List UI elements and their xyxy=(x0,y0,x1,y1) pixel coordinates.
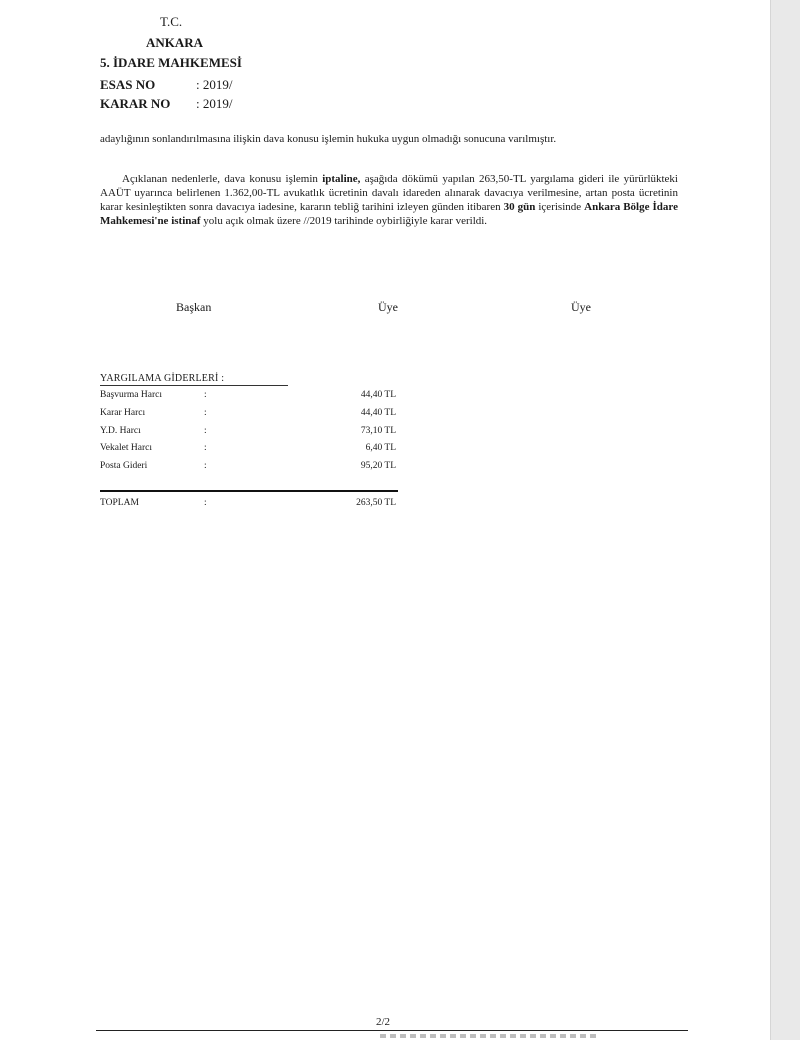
cost-amount: 73,10 TL xyxy=(360,426,396,436)
cost-total-row xyxy=(100,496,396,510)
signature-uye-2: Üye xyxy=(571,300,591,314)
esas-no-value: : 2019/ xyxy=(196,77,233,92)
cost-colon: : xyxy=(204,390,207,400)
total-rule xyxy=(100,490,398,492)
cost-label: Vekalet Harcı xyxy=(100,443,152,453)
signature-baskan: Başkan xyxy=(176,300,212,314)
verdict-text-1: Açıklanan nedenlerle, dava konusu işlemin xyxy=(122,173,323,185)
signature-uye-1: Üye xyxy=(378,300,398,314)
esas-no-label: ESAS NO xyxy=(100,77,156,92)
paragraph-conclusion: adaylığının sonlandırılmasına ilişkin dava konusu işlemin hukuka uygun olmadığı sonucuna varılmıştır. xyxy=(100,133,557,145)
page-number: 2/2 xyxy=(376,1016,391,1028)
total-colon: : xyxy=(204,498,207,508)
viewer-gutter xyxy=(770,0,800,1040)
cost-amount: 44,40 TL xyxy=(360,390,396,400)
total-label: TOPLAM xyxy=(100,498,139,508)
cost-row xyxy=(100,388,396,402)
cost-colon: : xyxy=(204,426,207,436)
cost-row xyxy=(100,424,396,438)
costs-title-underline xyxy=(100,385,288,386)
verdict-text-2: aşağıda dökümü yapılan 263,50-TL yargılama gideri ile yürürlükteki AAÜT uyarınca belirlenen 1.362,00-TL avukatlık ücretinin davalı idareden alınarak davacıya verilmesine, artan posta ücretinin karar kesinleştikten sonra davacıya iadesine, kararın tebliğ tarihini izleyen günden itibaren xyxy=(100,173,678,213)
verdict-text-3: içerisinde xyxy=(535,201,585,213)
cost-colon: : xyxy=(204,461,207,471)
court-name: 5. İDARE MAHKEMESİ xyxy=(100,55,242,70)
footer-rule xyxy=(96,1030,688,1031)
cost-amount: 6,40 TL xyxy=(365,443,396,453)
cost-colon: : xyxy=(204,443,207,453)
cost-row xyxy=(100,406,396,420)
header-city: ANKARA xyxy=(146,35,204,50)
verdict-30-gun: 30 gün xyxy=(503,201,536,213)
verdict-istinaf: Ankara Bölge İdare Mahkemesi'ne istinaf xyxy=(100,201,678,227)
verdict-iptal: iptaline, xyxy=(322,173,361,185)
karar-no-label: KARAR NO xyxy=(100,96,171,111)
cost-amount: 44,40 TL xyxy=(360,408,396,418)
verdict-text-4: yolu açık olmak üzere //2019 tarihinde oybirliğiyle karar verildi. xyxy=(200,215,488,227)
cost-amount: 95,20 TL xyxy=(360,461,396,471)
karar-no-value: : 2019/ xyxy=(196,96,233,111)
paragraph-verdict xyxy=(100,172,678,228)
footer-faded-text xyxy=(380,1034,600,1038)
cost-label: Posta Gideri xyxy=(100,461,148,471)
cost-label: Başvurma Harcı xyxy=(100,390,162,400)
total-amount: 263,50 TL xyxy=(356,498,396,508)
cost-colon: : xyxy=(204,408,207,418)
cost-row xyxy=(100,441,396,455)
costs-title: YARGILAMA GİDERLERİ : xyxy=(100,373,225,384)
cost-label: Karar Harcı xyxy=(100,408,146,418)
cost-row xyxy=(100,459,396,473)
header-tc: T.C. xyxy=(160,14,183,29)
cost-label: Y.D. Harcı xyxy=(100,426,141,436)
